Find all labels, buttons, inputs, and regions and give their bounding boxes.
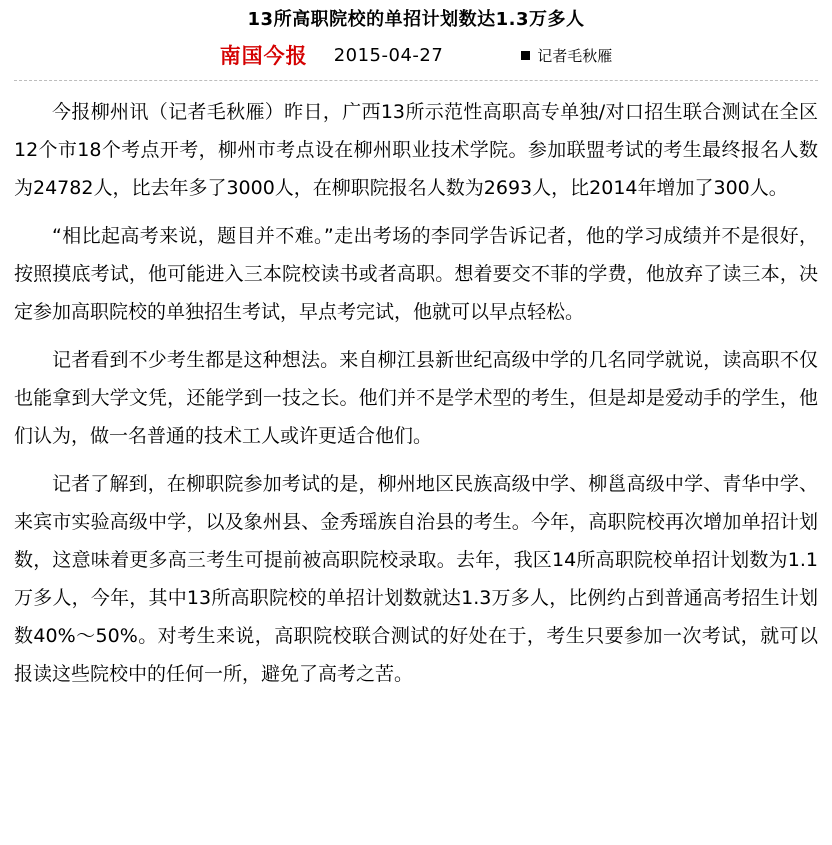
paragraph: 记者看到不少考生都是这种想法。来自柳江县新世纪高级中学的几名同学就说，读高职不仅也能拿到大学文凭，还能学到一技之长。他们并不是学术型的考生，但是却是爱动手的学生，他们认为，做一名普通的技术工人或许更适合他们。 bbox=[14, 349, 818, 448]
paragraph: 今报柳州讯（记者毛秋雁）昨日，广西13所示范性高职高专单独/对口招生联合测试在全区12个市18个考点开考，柳州市考点设在柳州职业技术学院。参加联盟考试的考生最终报名人数为24782人，比去年多了3000人，在柳职院报名人数为2693人，比2014年增加了300人。 bbox=[14, 101, 818, 200]
source-name: 南国今报 bbox=[219, 44, 308, 69]
author-name: 记者毛秋雁 bbox=[537, 46, 613, 65]
publish-date: 2015-04-27 bbox=[333, 44, 444, 66]
page-title: 13所高职院校的单招计划数达1.3万多人 bbox=[247, 9, 585, 30]
paragraph: 记者了解到，在柳职院参加考试的是，柳州地区民族高级中学、柳邕高级中学、青华中学、来宾市实验高级中学，以及象州县、金秀瑶族自治县的考生。今年，高职院校再次增加单招计划数，这意味着更多高三考生可提前被高职院校录取。去年，我区14所高职院校单招计划数为1.1万多人，今年，其中13所高职院校的单招计划数就达1.3万多人，比例约占到普通高考招生计划数40%～50%。对考生来说，高职院校联合测试的好处在于，考生只要参加一次考试，就可以报读这些院校中的任何一所，避免了高考之苦。 bbox=[14, 473, 818, 686]
author-block bbox=[521, 45, 612, 66]
paragraph: “相比起高考来说，题目并不难。”走出考场的李同学告诉记者，他的学习成绩并不是很好，按照摸底考试，他可能进入三本院校读书或者高职。想着要交不菲的学费，他放弃了读三本，决定参加高职院校的单独招生考试，早点考完试，他就可以早点轻松。 bbox=[14, 225, 818, 324]
article-meta bbox=[14, 31, 818, 78]
article-body bbox=[14, 81, 818, 693]
square-bullet-icon bbox=[521, 51, 530, 60]
